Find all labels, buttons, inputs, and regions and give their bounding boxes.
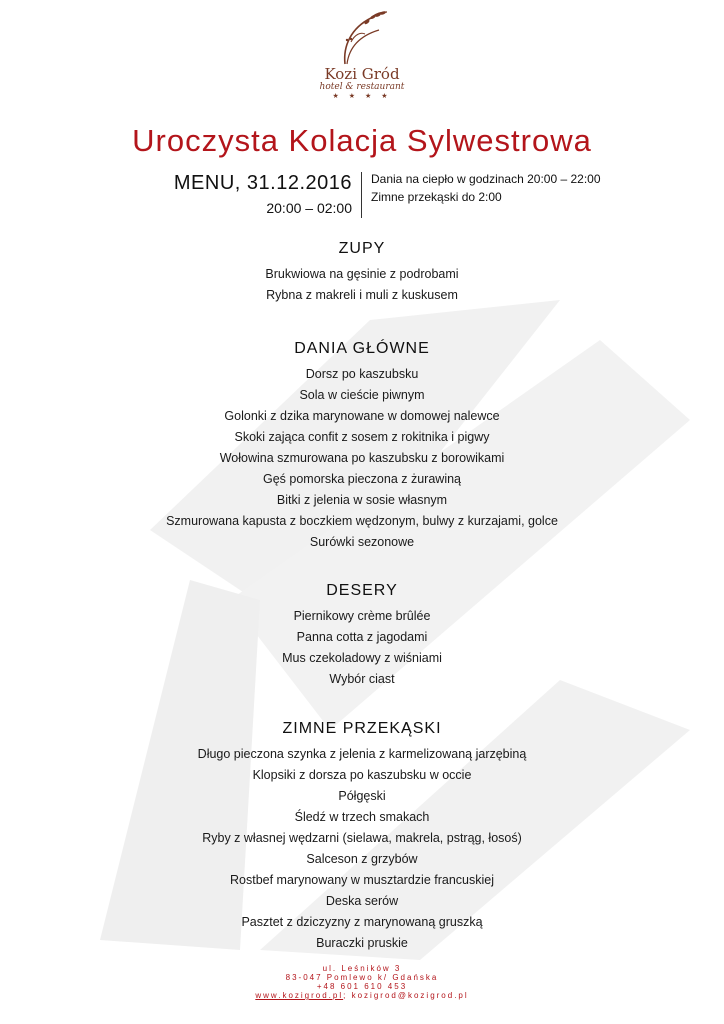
dish-list	[0, 364, 724, 553]
email-link[interactable]: kozigrod@kozigrod.pl	[351, 991, 469, 1000]
dish-item: Długo pieczona szynka z jelenia z karmelizowaną jarzębiną	[197, 747, 527, 761]
dish-item: Wołowina szmurowana po kaszubsku z borowikami	[219, 451, 505, 465]
dish-item: Golonki z dzika marynowane w domowej nalewce	[224, 409, 500, 423]
hotel-logo	[300, 8, 424, 112]
logo-name: Kozi Gród	[324, 65, 400, 83]
dish-item: Śledź w trzech smakach	[294, 810, 430, 824]
menu-info-line: Zimne przekąski do 2:00	[371, 190, 502, 204]
footer-contact	[0, 964, 724, 1000]
dish-item: Piernikowy crème brûlée	[293, 609, 431, 623]
dish-item: Salceson z grzybów	[306, 852, 418, 866]
section-dania-glowne	[0, 338, 724, 553]
footer-phone: +48 601 610 453	[316, 982, 408, 991]
section-heading: DANIA GŁÓWNE	[294, 340, 430, 357]
menu-date: MENU, 31.12.2016	[173, 172, 352, 194]
dish-list	[0, 606, 724, 690]
dish-item: Szmurowana kapusta z boczkiem wędzonym, bulwy z kurzajami, golce	[166, 514, 558, 528]
header-divider	[361, 172, 362, 218]
dish-item: Buraczki pruskie	[316, 936, 408, 950]
section-heading: DESERY	[326, 582, 398, 599]
dish-list	[0, 264, 724, 306]
footer-links	[0, 991, 724, 1000]
section-heading: ZUPY	[338, 240, 386, 257]
dish-item: Półgęski	[338, 789, 386, 803]
dish-item: Ryby z własnej wędzarni (sielawa, makrela, pstrąg, łosoś)	[202, 831, 522, 845]
dish-item: Pasztet z dziczyzny z marynowaną gruszką	[241, 915, 483, 929]
menu-info-block	[371, 170, 671, 206]
dish-item: Rostbef marynowany w musztardzie francuskiej	[230, 873, 494, 887]
footer-address-street: ul. Leśników 3	[322, 964, 402, 973]
wheat-emblem-icon	[327, 8, 397, 68]
menu-date-block	[120, 170, 352, 218]
dish-item: Surówki sezonowe	[309, 535, 415, 549]
footer-separator: ;	[343, 991, 348, 1000]
menu-time: 20:00 – 02:00	[266, 200, 352, 216]
dish-item: Panna cotta z jagodami	[296, 630, 428, 644]
section-desery	[0, 580, 724, 690]
dish-item: Klopsiki z dorsza po kaszubsku w occie	[252, 768, 472, 782]
section-heading: ZIMNE PRZEKĄSKI	[282, 720, 442, 737]
dish-item: Gęś pomorska pieczona z żurawiną	[262, 472, 461, 486]
dish-item: Deska serów	[325, 894, 399, 908]
section-zupy	[0, 238, 724, 306]
logo-subtitle: hotel & restaurant	[319, 82, 405, 92]
dish-item: Skoki zająca confit z sosem z rokitnika i pigwy	[234, 430, 490, 444]
dish-list	[0, 744, 724, 954]
section-zimne-przekaski	[0, 718, 724, 954]
dish-item: Dorsz po kaszubsku	[305, 367, 419, 381]
dish-item: Brukwiowa na gęsinie z podrobami	[265, 267, 459, 281]
dish-item: Sola w cieście piwnym	[299, 388, 425, 402]
dish-item: Rybna z makreli i muli z kuskusem	[266, 288, 458, 302]
dish-item: Mus czekoladowy z wiśniami	[282, 651, 442, 665]
website-link[interactable]: www.kozigrod.pl	[255, 991, 344, 1000]
dish-item: Bitki z jelenia w sosie własnym	[276, 493, 448, 507]
menu-info-line: Dania na ciepło w godzinach 20:00 – 22:00	[371, 172, 601, 186]
footer-address-city: 83-047 Pomlewo k/ Gdańska	[285, 973, 439, 982]
page-title: Uroczysta Kolacja Sylwestrowa	[132, 123, 592, 158]
dish-item: Wybór ciast	[329, 672, 395, 686]
logo-stars: ★ ★ ★ ★	[332, 93, 392, 100]
